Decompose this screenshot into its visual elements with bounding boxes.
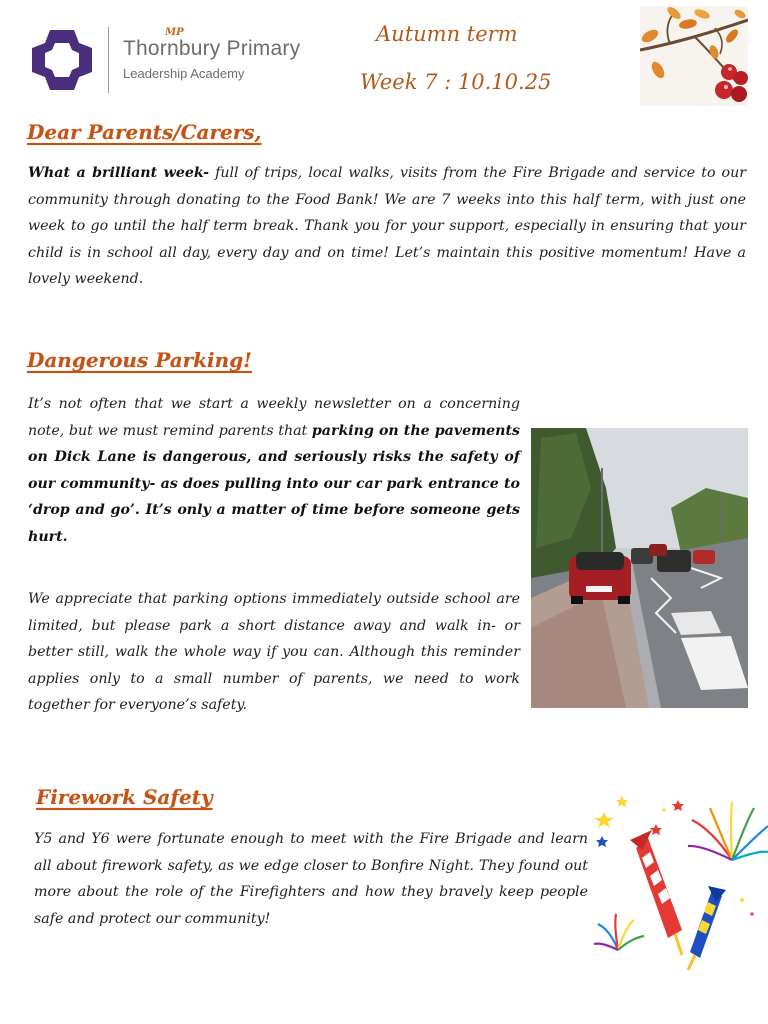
school-logo-icon (30, 28, 94, 92)
fireworks-icon (592, 790, 768, 976)
school-name-overlay: MP (165, 27, 184, 38)
intro-body: full of trips, local walks, visits from the Fire Brigade and service to our community through donating to the Food Bank! We are 7 weeks into this half term, with just one week to go until the half term break. Thank you for your support, especially in ensuring that your child is in school all day, every day and on time! Let’s maintain this positive momentum! Have a lovely weekend. (28, 165, 746, 288)
school-name: Thornbury Primary (123, 37, 301, 60)
intro-paragraph (28, 160, 746, 293)
logo-divider (108, 27, 109, 93)
firework-paragraph: Y5 and Y6 were fortunate enough to meet with the Fire Brigade and learn all about firework safety, as we edge closer to Bonfire Night. They found out more about the role of the Firefighters and how they bravely keep people safe and protect our community! (34, 831, 588, 927)
blue-rocket-icon (688, 886, 726, 970)
intro-lead: What a brilliant week- (28, 165, 210, 181)
autumn-branch-icon (640, 6, 748, 106)
school-subtitle: Leadership Academy (123, 66, 245, 81)
section-heading-dear-parents: Dear Parents/Carers, (27, 120, 262, 144)
term-label: Autumn term (376, 22, 518, 46)
parking-paragraph-1 (28, 391, 520, 551)
parking-paragraph-2: We appreciate that parking options immediately outside school are limited, but please park a short distance away and walk in- or better still, walk the whole way if you can. Although this reminder applies only to a small number of parents, we need to work together for everyone’s safety. (28, 591, 520, 714)
red-rocket-icon (630, 830, 682, 955)
section-heading-dangerous-parking: Dangerous Parking! (27, 348, 252, 372)
section-heading-firework-safety: Firework Safety (36, 785, 213, 809)
parking-text: It’s not often that we start a weekly newsletter on a concerning note, but we must remind parents that (28, 396, 520, 439)
parked-cars-photo (531, 428, 748, 708)
week-date: Week 7 : 10.10.25 (360, 70, 552, 94)
parking-warning: parking on the pavements on Dick Lane is dangerous, and seriously risks the safety of our community- as does pulling into our car park entrance to ‘drop and go’. It’s only a matter of time before someone gets hurt. (28, 422, 520, 545)
red-car-icon (569, 552, 631, 604)
